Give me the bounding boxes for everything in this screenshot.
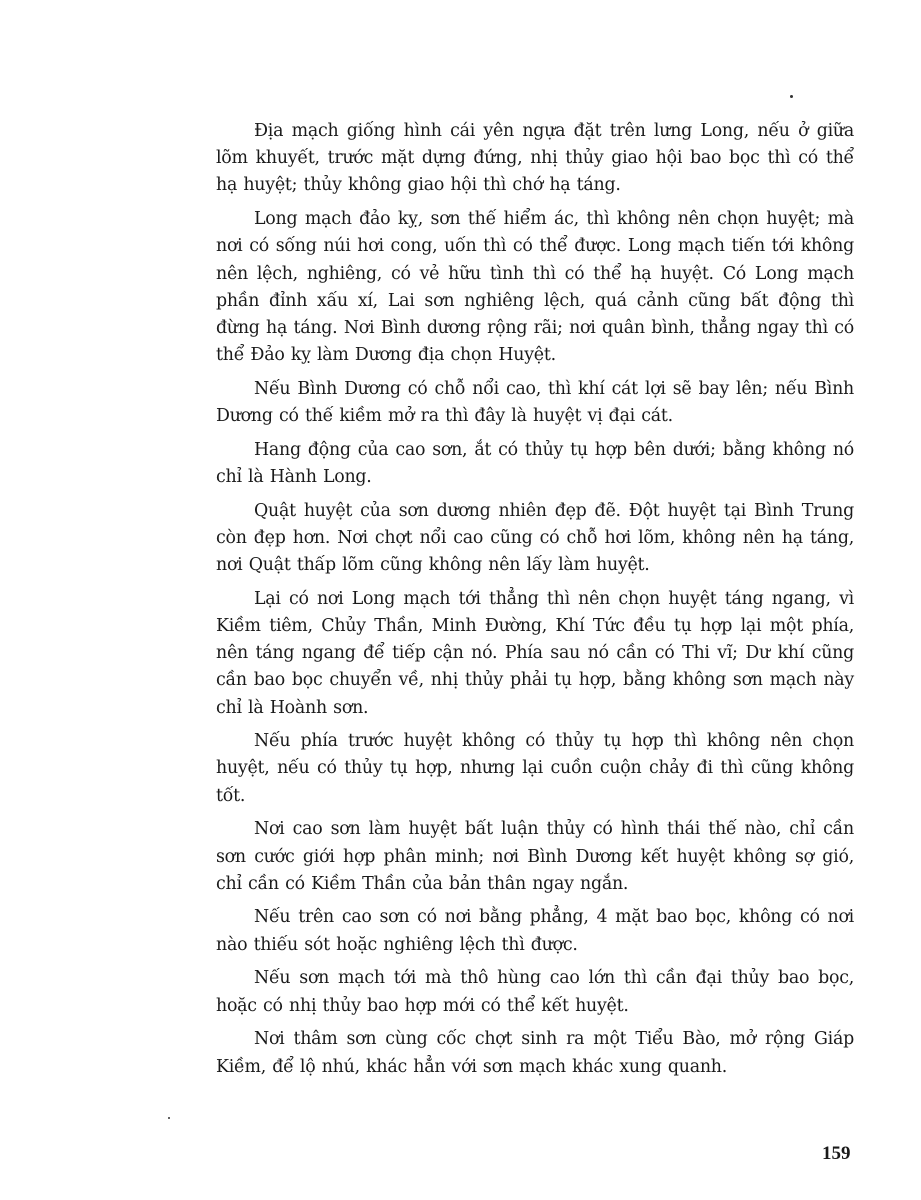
page-number: 159 [822, 1143, 851, 1164]
paragraph-1: Địa mạch giống hình cái yên ngựa đặt trên lưng Long, nếu ở giữa lõm khuyết, trước mặt dựng đứng, nhị thủy giao hội bao bọc thì có thể hạ huyệt; thủy không giao hội thì chớ hạ táng. [216, 121, 854, 196]
paragraph-3: Nếu Bình Dương có chỗ nổi cao, thì khí cát lợi sẽ bay lên; nếu Bình Dương có thế kiềm mở ra thì đây là huyệt vị đại cát. [216, 378, 854, 427]
paragraph-2: Long mạch đảo kỵ, sơn thế hiểm ác, thì không nên chọn huyệt; mà nơi có sống núi hơi cong, uốn thì có thể được. Long mạch tiến tới không nên lệch, nghiêng, có vẻ hữu tình thì có thể hạ huyệt. Có Long mạch phần đỉnh xấu xí, Lai sơn nghiêng lệch, quá cảnh cũng bất động thì đừng hạ táng. Nơi Bình dương rộng rãi; nơi quân bình, thẳng ngay thì có thể Đảo kỵ làm Dương địa chọn Huyệt. [216, 209, 854, 366]
paragraph-7: Nếu phía trước huyệt không có thủy tụ hợp thì không nên chọn huyệt, nếu có thủy tụ hợp, nhưng lại cuồn cuộn chảy đi thì cũng không tốt. [216, 731, 854, 806]
paragraph-10: Nếu sơn mạch tới mà thô hùng cao lớn thì cần đại thủy bao bọc, hoặc có nhị thủy bao hợp mới có thể kết huyệt. [216, 968, 854, 1016]
paragraph-6: Lại có nơi Long mạch tới thẳng thì nên chọn huyệt táng ngang, vì Kiềm tiêm, Chủy Thần, Minh Đường, Khí Tức đều tụ hợp lại một phía, nên táng ngang để tiếp cận nó. Phía sau nó cần có Thi vĩ; Dư khí cũng cần bao bọc chuyển về, nhị thủy phải tụ hợp, bằng không sơn mạch này chỉ là Hoành sơn. [216, 588, 854, 718]
paragraph-4: Hang động của cao sơn, ắt có thủy tụ hợp bên dưới; bằng không nó chỉ là Hành Long. [216, 439, 854, 487]
document-body [216, 118, 854, 1087]
scan-speck-bottom [168, 1117, 170, 1119]
paragraph-5: Quật huyệt của sơn dương nhiên đẹp đẽ. Đột huyệt tại Bình Trung còn đẹp hơn. Nơi chợt nổi cao cũng có chỗ hơi lõm, không nên hạ táng, nơi Quật thấp lõm cũng không nên lấy làm huyệt. [216, 500, 854, 576]
paragraph-9: Nếu trên cao sơn có nơi bằng phẳng, 4 mặt bao bọc, không có nơi nào thiếu sót hoặc nghiêng lệch thì được. [216, 907, 854, 955]
paragraph-8: Nơi cao sơn làm huyệt bất luận thủy có hình thái thế nào, chỉ cần sơn cước giới hợp phân minh; nơi Bình Dương kết huyệt không sợ gió, chỉ cần có Kiềm Thần của bản thân ngay ngắn. [216, 819, 854, 894]
paragraph-11: Nơi thâm sơn cùng cốc chợt sinh ra một Tiểu Bào, mở rộng Giáp Kiềm, để lộ nhú, khác hẳn với sơn mạch khác xung quanh. [216, 1029, 854, 1077]
scan-speck-top [790, 95, 793, 98]
